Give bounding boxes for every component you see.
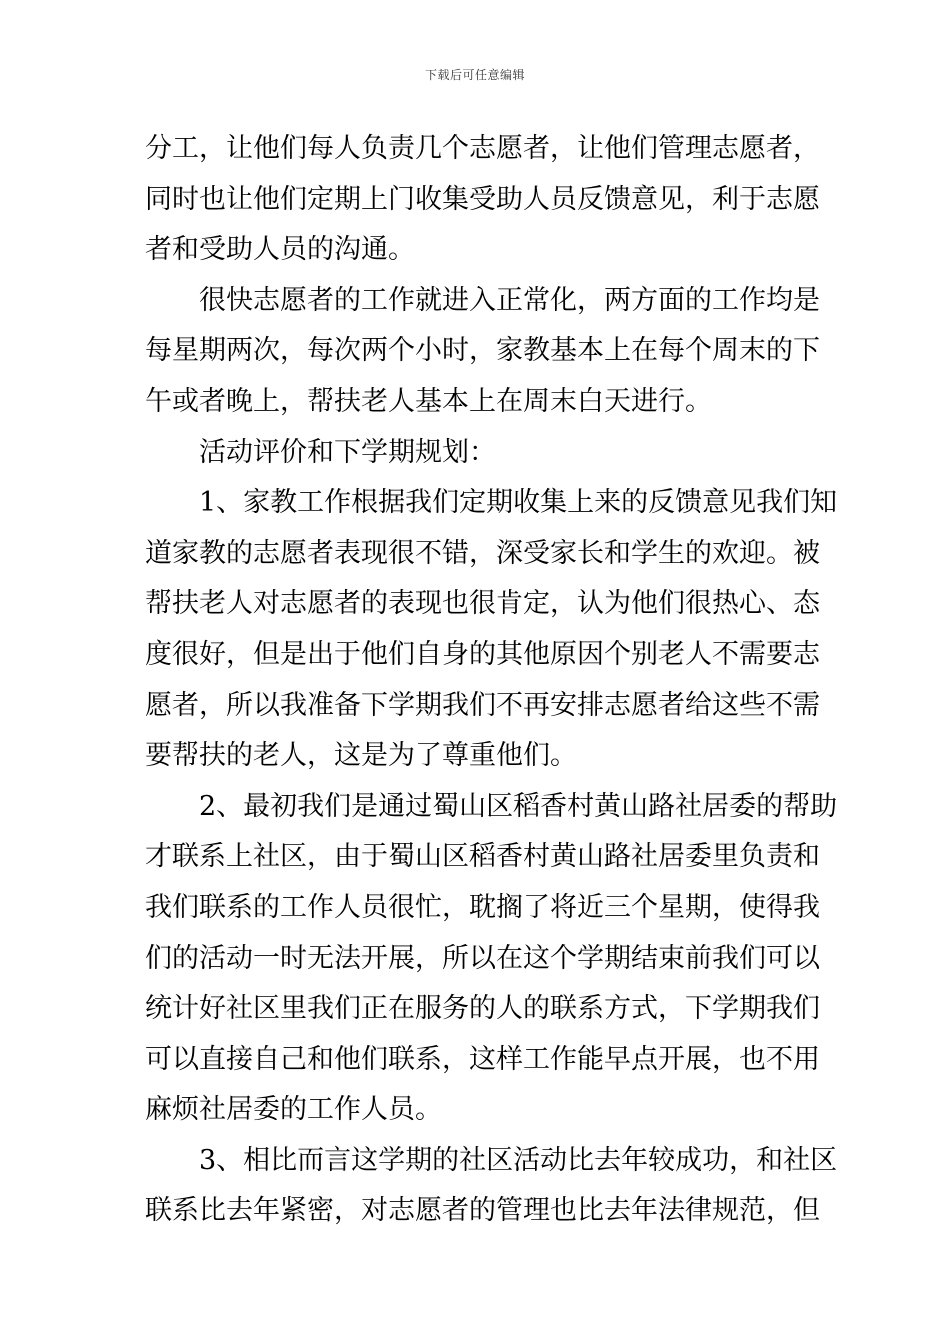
document-body [145,124,838,1237]
paragraph [145,428,807,479]
text-line: 每星期两次，每次两个小时，家教基本上在每个周末的下 [145,335,820,367]
text-line: 午或者晚上，帮扶老人基本上在周末白天进行。 [145,385,712,417]
header-note: 下载后可任意编辑 [424,68,525,82]
text-line: 们的活动一时无法开展，所以在这个学期结束前我们可以 [145,942,820,974]
text-line: 联系比去年紧密，对志愿者的管理也比去年法律规范，但 [145,1195,820,1227]
text-line: 愿者，所以我准备下学期我们不再安排志愿者给这些不需 [145,689,820,721]
text-line: 要帮扶的老人，这是为了尊重他们。 [145,740,577,772]
section-heading: 活动评价和下学期规划： [199,436,496,468]
text-line: 可以直接自己和他们联系，这样工作能早点开展，也不用 [145,1043,820,1075]
text-line: 很快志愿者的工作就进入正常化，两方面的工作均是 [199,284,820,316]
text-line: 同时也让他们定期上门收集受助人员反馈意见，利于志愿 [145,183,820,215]
text-line: 道家教的志愿者表现很不错，深受家长和学生的欢迎。被 [145,537,820,569]
text-line: 我们联系的工作人员很忙，耽搁了将近三个星期，使得我 [145,891,820,923]
text-line: 麻烦社居委的工作人员。 [145,1094,442,1126]
text-line: 1、家教工作根据我们定期收集上来的反馈意见我们知 [199,487,838,519]
paragraph [145,478,838,782]
text-line: 2、最初我们是通过蜀山区稻香村黄山路社居委的帮助 [199,790,838,822]
text-line: 分工，让他们每人负责几个志愿者，让他们管理志愿者， [145,133,820,164]
text-line: 度很好，但是出于他们自身的其他原因个别老人不需要志 [145,638,820,670]
text-line: 统计好社区里我们正在服务的人的联系方式，下学期我们 [145,993,820,1025]
text-line: 3、相比而言这学期的社区活动比去年较成功，和社区 [199,1144,838,1176]
paragraph [145,782,838,1136]
paragraph [145,124,820,276]
text-line: 者和受助人员的沟通。 [145,234,415,266]
text-line: 帮扶老人对志愿者的表现也很肯定，认为他们很热心、态 [145,588,820,620]
paragraph [145,276,820,428]
paragraph [145,1136,838,1237]
text-line: 才联系上社区，由于蜀山区稻香村黄山路社居委里负责和 [145,841,820,873]
